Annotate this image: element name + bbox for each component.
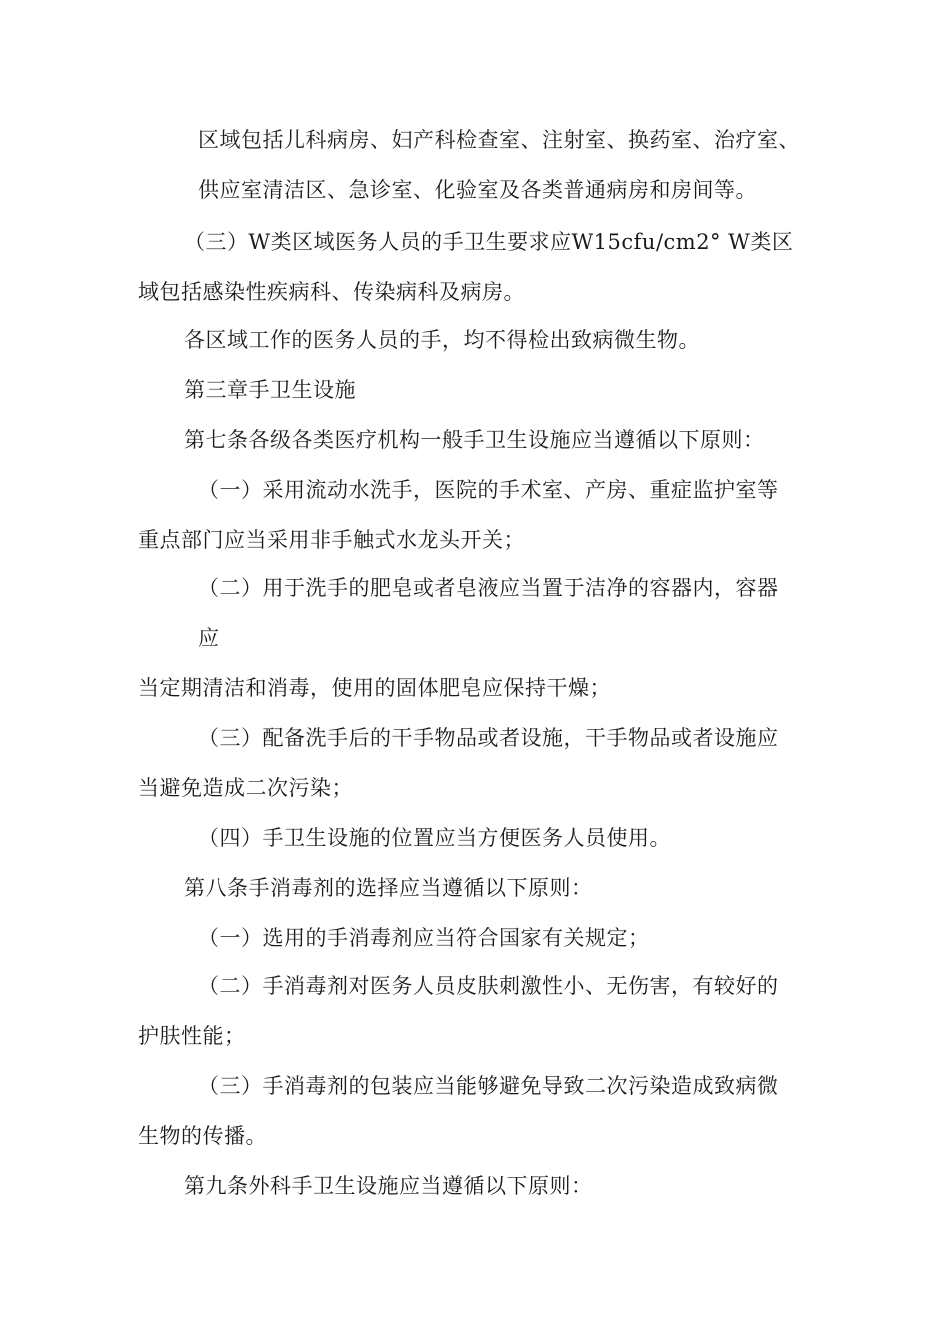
article-8-heading: 第八条手消毒剂的选择应当遵循以下原则： (184, 876, 593, 900)
article-9-heading: 第九条外科手卫生设施应当遵循以下原则： (184, 1174, 593, 1198)
text-line-18: （二）手消毒剂对医务人员皮肤刺激性小、无伤害，有较好的 (198, 974, 779, 998)
text-line-21: 生物的传播。 (138, 1124, 267, 1148)
text-line-3: （三）W类区域医务人员的手卫生要求应W15cfu/cm2° W类区 (184, 230, 794, 254)
text-line-10: （二）用于洗手的肥皂或者皂液应当置于洁净的容器内，容器 (198, 576, 779, 600)
text-line-5: 各区域工作的医务人员的手，均不得检出致病微生物。 (184, 328, 700, 352)
text-line-15: （四）手卫生设施的位置应当方便医务人员使用。 (198, 826, 671, 850)
text-line-19: 护肤性能； (138, 1024, 246, 1048)
chapter-heading: 第三章手卫生设施 (184, 378, 356, 402)
text-line-2: 供应室清洁区、急诊室、化验室及各类普通病房和房间等。 (198, 178, 757, 202)
text-line-4: 域包括感染性疾病科、传染病科及病房。 (138, 280, 525, 304)
text-line-1: 区域包括儿科病房、妇产科检查室、注射室、换药室、治疗室、 (198, 128, 800, 152)
text-line-17: （一）选用的手消毒剂应当符合国家有关规定； (198, 926, 650, 950)
text-line-11: 应 (198, 626, 220, 650)
text-line-14: 当避免造成二次污染； (138, 776, 353, 800)
article-7-heading: 第七条各级各类医疗机构一般手卫生设施应当遵循以下原则： (184, 428, 765, 452)
text-line-13: （三）配备洗手后的干手物品或者设施，干手物品或者设施应 (198, 726, 779, 750)
text-line-12: 当定期清洁和消毒，使用的固体肥皂应保持干燥； (138, 676, 611, 700)
text-line-20: （三）手消毒剂的包装应当能够避免导致二次污染造成致病微 (198, 1074, 779, 1098)
text-line-8: （一）采用流动水洗手，医院的手术室、产房、重症监护室等 (198, 478, 779, 502)
text-line-9: 重点部门应当采用非手触式水龙头开关； (138, 528, 525, 552)
